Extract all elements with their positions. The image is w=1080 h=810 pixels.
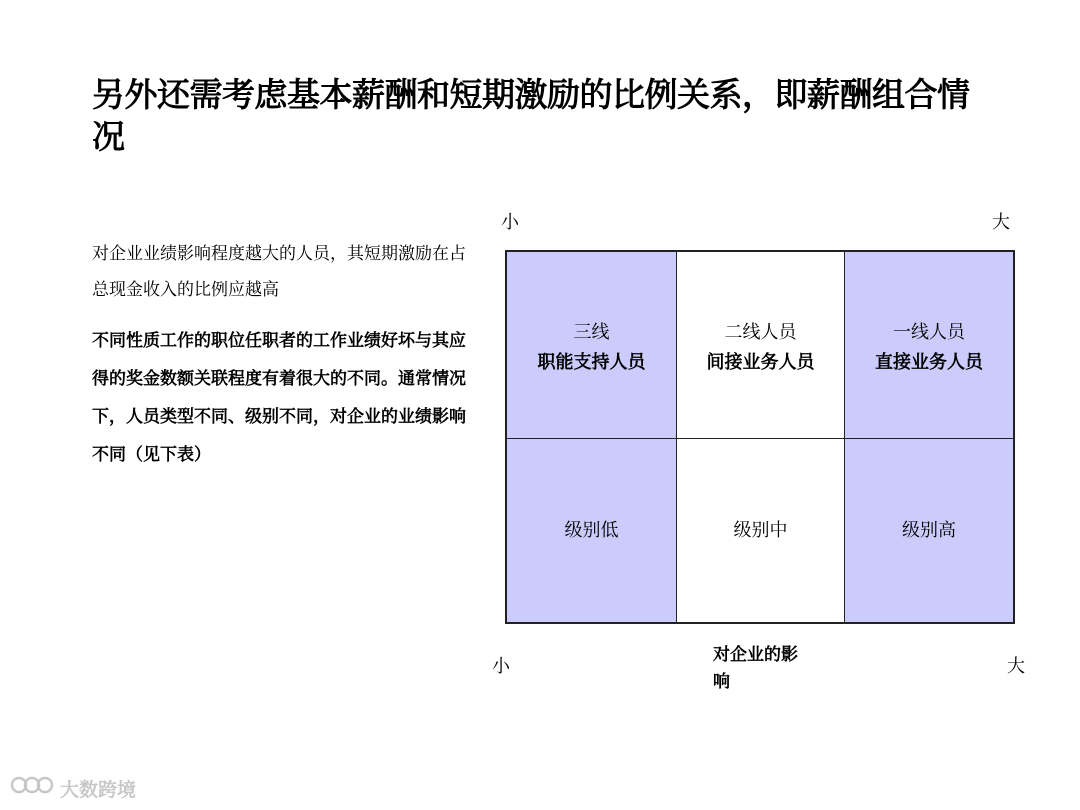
top-right-axis-label: 大 xyxy=(992,212,1010,233)
cell-line2: 直接业务人员 xyxy=(875,352,983,373)
matrix-diagram xyxy=(505,250,1015,624)
logo-icon xyxy=(10,772,54,804)
explanation-paragraph: 不同性质工作的职位任职者的工作业绩好坏与其应得的奖金数额关联程度有着很大的不同。通常情况下，人员类型不同、级别不同，对企业的业绩影响不同（见下表） xyxy=(92,331,466,465)
cell-line1: 二线人员 xyxy=(724,322,797,343)
cell-line2: 间接业务人员 xyxy=(706,352,815,373)
cell-direct-staff xyxy=(845,252,1013,439)
bottom-right-axis-label: 大 xyxy=(1007,656,1025,677)
cell-line1: 一线人员 xyxy=(893,322,965,343)
intro-paragraph: 对企业业绩影响程度越大的人员，其短期激励在占总现金收入的比例应越高 xyxy=(92,244,466,300)
cell-line1: 三线 xyxy=(573,322,610,343)
cell-level-mid xyxy=(677,439,845,622)
cell-support-staff xyxy=(507,252,677,439)
bottom-left-axis-label: 小 xyxy=(492,656,510,677)
cell-level-high xyxy=(845,439,1013,622)
watermark-text: 大数跨境 xyxy=(60,778,137,801)
x-axis-caption: 对企业的影响 xyxy=(713,645,798,692)
cell-level-label: 级别中 xyxy=(733,519,788,541)
watermark xyxy=(10,772,136,804)
cell-level-low xyxy=(507,439,677,622)
cell-line2: 职能支持人员 xyxy=(537,352,646,373)
cell-indirect-staff xyxy=(677,252,845,439)
cell-level-label: 级别高 xyxy=(902,519,956,541)
slide-title: 另外还需考虑基本薪酬和短期激励的比例关系，即薪酬组合情况 xyxy=(92,75,970,156)
top-left-axis-label: 小 xyxy=(501,212,519,233)
cell-level-label: 级别低 xyxy=(564,519,619,541)
